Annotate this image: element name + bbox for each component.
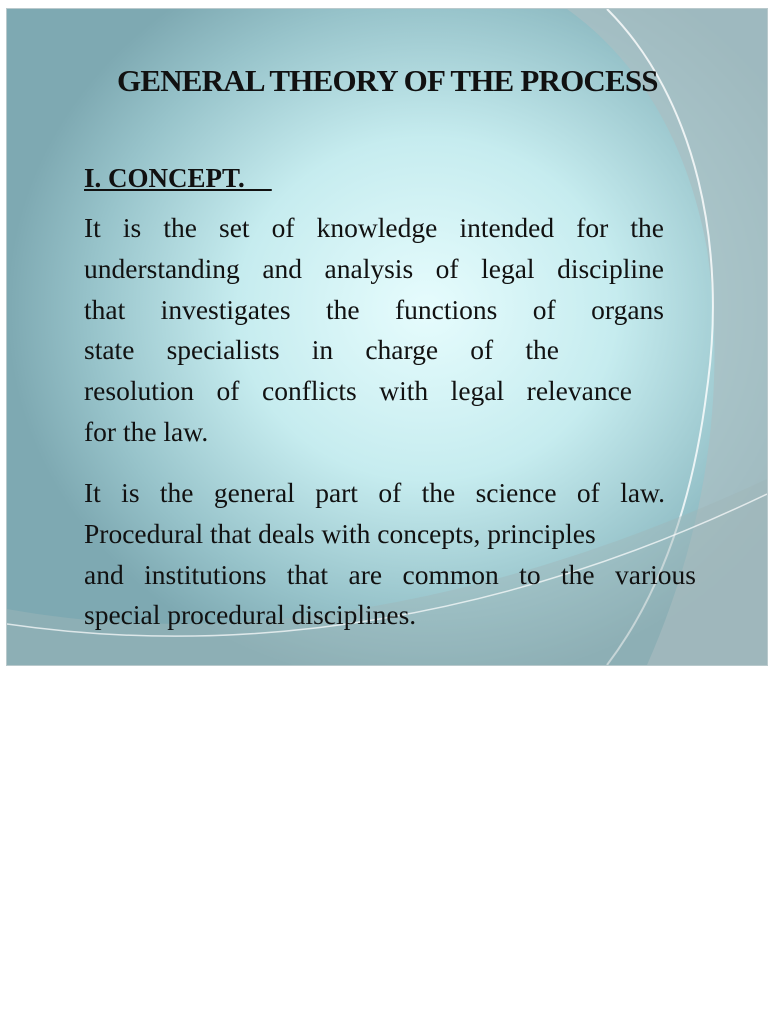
paragraph-line: understanding and analysis of legal discipline	[84, 252, 664, 284]
paragraph-line: that investigates the functions of organs	[84, 293, 664, 325]
paragraph-line: It is the set of knowledge intended for the	[84, 212, 664, 243]
slide-title: GENERAL THEORY OF THE PROCESS	[117, 63, 658, 98]
paragraph-line: resolution of conflicts with legal relevance	[84, 375, 632, 407]
paragraph-line: and institutions that are common to the various	[84, 558, 696, 590]
paragraph-line: for the law.	[84, 415, 209, 447]
paragraph-line: Procedural that deals with concepts, principles	[84, 517, 596, 549]
section-heading: I. CONCEPT.	[84, 163, 272, 193]
paragraph-line: special procedural disciplines.	[84, 599, 417, 631]
paragraph-concept	[84, 208, 664, 453]
paragraph-line: It is the general part of the science of law.	[84, 477, 665, 508]
presentation-slide	[7, 9, 767, 665]
paragraph-line: state specialists in charge of the	[84, 334, 559, 366]
paragraph-definition	[84, 473, 696, 636]
